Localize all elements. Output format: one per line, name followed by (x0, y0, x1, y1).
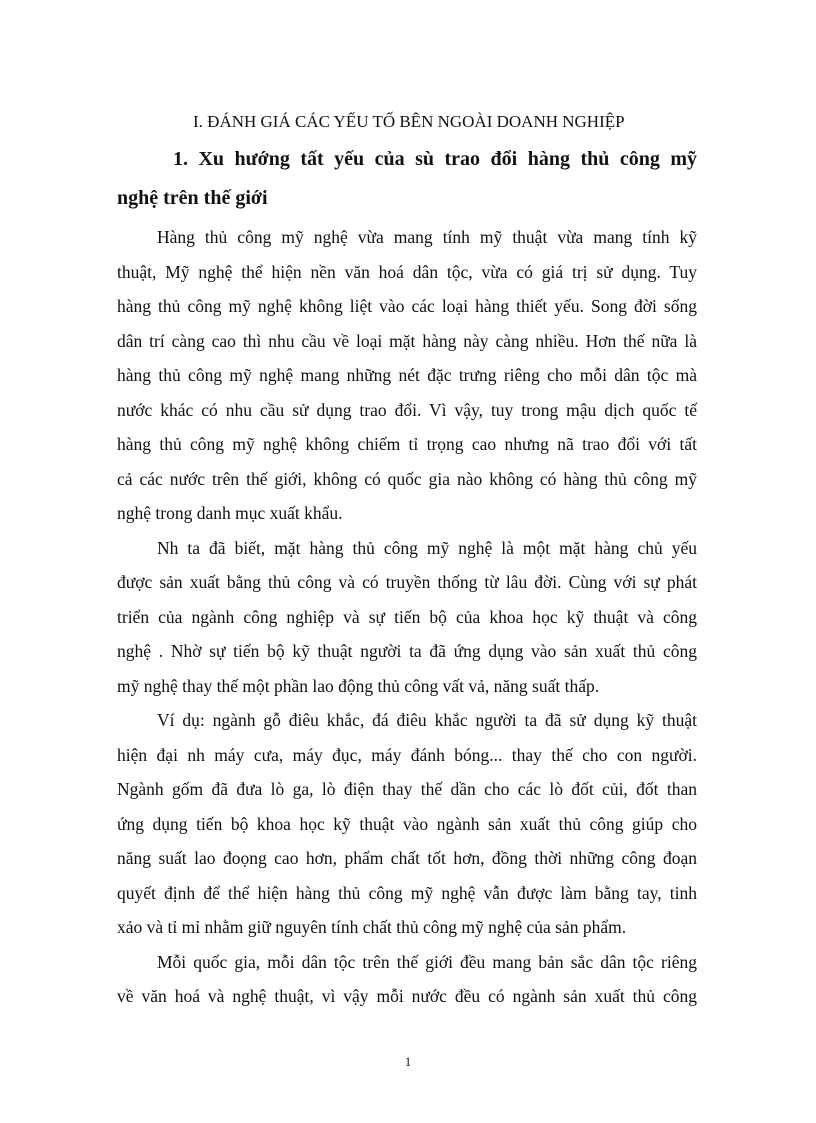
paragraph-line: hàng thủ công mỹ nghệ không chiếm tỉ trọng cao nhưng nã trao đổi với tất (117, 434, 697, 454)
paragraph-line: thuật, Mỹ nghệ thể hiện nền văn hoá dân tộc, vừa có giá trị sử dụng. Tuy (117, 261, 697, 282)
subheading-line-1: 1. Xu hướng tất yếu của sù trao đổi hàng thủ công mỹ (173, 148, 697, 170)
paragraph-line: triển của ngành công nghiệp và sự tiến bộ của khoa học kỹ thuật và công (117, 606, 697, 627)
paragraph-line: Hàng thủ công mỹ nghệ vừa mang tính mỹ thuật vừa mang tính kỹ (157, 227, 697, 247)
subheading-line-2: nghệ trên thế giới (117, 187, 268, 209)
paragraph-line: nghệ trong danh mục xuất khẩu. (117, 503, 343, 523)
paragraph-line: ứng dụng tiến bộ khoa học kỹ thuật vào ngành sản xuất thủ công giúp cho (117, 813, 697, 834)
paragraph-line: mỹ nghệ thay thế một phần lao động thủ công vất vả, năng suất thấp. (117, 675, 600, 696)
paragraph-line: Ngành gốm đã đưa lò ga, lò điện thay thế dần cho các lò đốt củi, đốt than (117, 779, 697, 799)
paragraph-line: cả các nước trên thế giới, không có quốc gia nào không có hàng thủ công mỹ (117, 468, 697, 489)
page-number: 1 (404, 1054, 412, 1069)
paragraph-line: hiện đại nh máy cưa, máy đục, máy đánh bóng... thay thế cho con người. (117, 744, 697, 765)
paragraph-line: Ví dụ: ngành gỗ điêu khắc, đá điêu khắc người ta đã sử dụng kỹ thuật (157, 710, 697, 730)
paragraph-line: về văn hoá và nghệ thuật, vì vậy mỗi nước đều có ngành sản xuất thủ công (117, 986, 697, 1006)
paragraph-line: Mỗi quốc gia, mỗi dân tộc trên thế giới đều mang bản sắc dân tộc riêng (157, 951, 697, 972)
paragraph-line: quyết định để thể hiện hàng thủ công mỹ nghệ vẫn được làm bằng tay, tinh (117, 882, 697, 903)
paragraph-line: Nh ta đã biết, mặt hàng thủ công mỹ nghệ là một mặt hàng chủ yếu (157, 537, 697, 558)
paragraph-line: được sản xuất bằng thủ công và có truyền thống từ lâu đời. Cùng với sự phát (117, 572, 697, 592)
paragraph-line: nghệ . Nhờ sự tiến bộ kỹ thuật người ta đã ứng dụng vào sản xuất thủ công (117, 641, 697, 661)
section-heading: I. ĐÁNH GIÁ CÁC YẾU TỐ BÊN NGOÀI DOANH NGHIỆP (193, 112, 625, 131)
paragraph-line: dân trí càng cao thì nhu cầu về loại mặt hàng này càng nhiều. Hơn thế nữa là (117, 330, 697, 351)
paragraph-line: hàng thủ công mỹ nghệ mang những nét đặc trưng riêng cho mỗi dân tộc mà (117, 365, 697, 385)
paragraph-line: hàng thủ công mỹ nghệ không liệt vào các loại hàng thiết yếu. Song đời sống (117, 296, 697, 316)
paragraph-line: năng suất lao đoọng cao hơn, phẩm chất tốt hơn, đồng thời những công đoạn (117, 848, 697, 868)
paragraph-line: nước khác có nhu cầu sử dụng trao đổi. Vì vậy, tuy trong mậu dịch quốc tế (117, 399, 697, 420)
paragraph-line: xảo và tỉ mỉ nhằm giữ nguyên tính chất thủ công mỹ nghệ của sản phẩm. (117, 917, 627, 937)
